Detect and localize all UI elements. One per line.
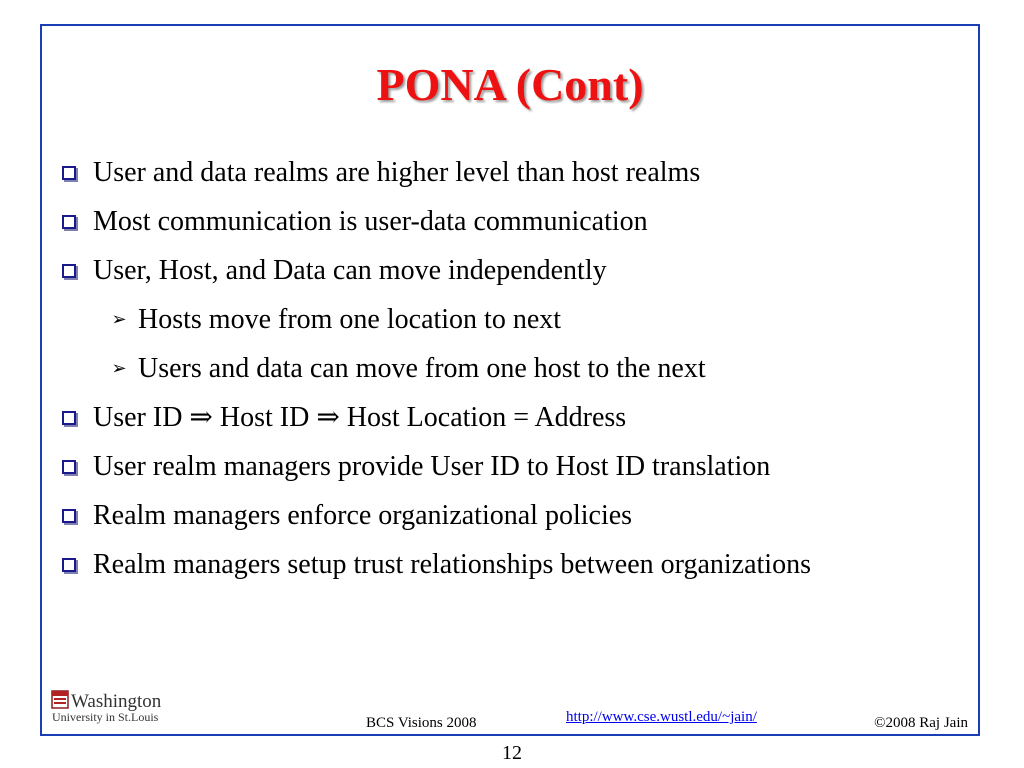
university-logo bbox=[50, 688, 190, 728]
bullet-list bbox=[56, 156, 956, 597]
bullet-text: Hosts move from one location to next bbox=[138, 304, 562, 335]
square-bullet-icon bbox=[56, 254, 82, 288]
square-bullet-icon bbox=[56, 401, 82, 435]
bullet-text: Realm managers setup trust relationships between organizations bbox=[93, 549, 811, 580]
bullet-item bbox=[56, 156, 956, 190]
bullet-text: User ID ⇒ Host ID ⇒ Host Location = Address bbox=[93, 402, 627, 433]
bullet-item bbox=[56, 548, 956, 582]
footer-copyright: ©2008 Raj Jain bbox=[874, 715, 968, 731]
sub-bullet-item bbox=[56, 303, 956, 337]
bullet-text: User realm managers provide User ID to Host ID translation bbox=[93, 451, 771, 482]
sub-bullet-item bbox=[56, 352, 956, 386]
square-bullet-icon bbox=[56, 499, 82, 533]
bullet-text: Users and data can move from one host to the next bbox=[138, 353, 706, 384]
arrowhead-bullet-icon: ➢ bbox=[111, 358, 127, 379]
slide-title: PONA (Cont) bbox=[376, 59, 644, 110]
footer-event: BCS Visions 2008 bbox=[366, 715, 477, 731]
arrowhead-bullet-icon: ➢ bbox=[111, 309, 127, 330]
slide-frame bbox=[40, 24, 980, 736]
logo-name: Washington bbox=[71, 691, 162, 712]
bullet-item bbox=[56, 254, 956, 288]
bullet-text: User, Host, and Data can move independently bbox=[93, 255, 607, 286]
bullet-text: User and data realms are higher level than host realms bbox=[93, 157, 701, 188]
bullet-item bbox=[56, 499, 956, 533]
square-bullet-icon bbox=[56, 205, 82, 239]
university-crest-icon bbox=[52, 691, 68, 708]
bullet-item bbox=[56, 401, 956, 435]
footer-link[interactable]: http://www.cse.wustl.edu/~jain/ bbox=[566, 709, 757, 725]
logo-subtitle: University in St.Louis bbox=[52, 710, 159, 724]
bullet-item bbox=[56, 205, 956, 239]
page-number: 12 bbox=[502, 742, 522, 764]
bullet-text: Realm managers enforce organizational policies bbox=[93, 500, 633, 531]
bullet-item bbox=[56, 450, 956, 484]
square-bullet-icon bbox=[56, 450, 82, 484]
square-bullet-icon bbox=[56, 156, 82, 190]
bullet-text: Most communication is user-data communication bbox=[93, 206, 648, 237]
square-bullet-icon bbox=[56, 548, 82, 582]
